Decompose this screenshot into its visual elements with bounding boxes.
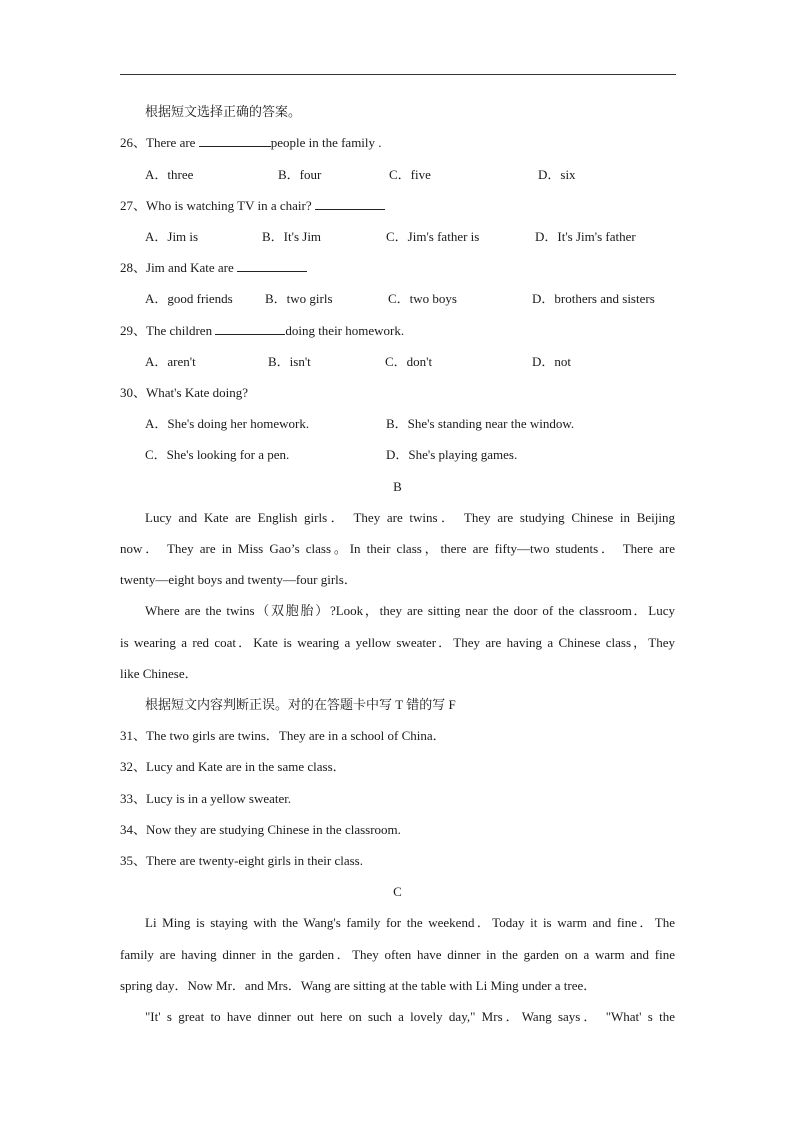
- statement-number: 31、: [120, 728, 147, 743]
- passage-c-line: family are having dinner in the garden．They often have dinner in the garden on a warm and fine: [120, 947, 675, 962]
- section-b-heading: B: [393, 479, 402, 494]
- option-28-c: C．two boys: [388, 291, 457, 306]
- question-number: 30、: [120, 385, 147, 400]
- statement-31: [120, 727, 446, 745]
- question-text-after: people in the family .: [270, 135, 382, 150]
- statement-text: Lucy and Kate are in the same class．: [146, 759, 346, 774]
- passage-b-line: twenty—eight boys and twenty—four girls．: [120, 572, 357, 587]
- option-30-d: D．She's playing games.: [386, 447, 518, 462]
- passage-b-line: Where are the twins（双胞胎）?Look，they are sitting near the door of the classroom．Lucy: [145, 603, 675, 618]
- statement-text: Lucy is in a yellow sweater.: [146, 791, 292, 806]
- option-29-c: C．don't: [385, 354, 433, 369]
- passage-b-line: is wearing a red coat．Kate is wearing a yellow sweater．They are having a Chinese class，They: [120, 635, 675, 650]
- statement-text: There are twenty-eight girls in their class.: [146, 853, 363, 868]
- passage-c-line: Li Ming is staying with the Wang's family for the weekend．Today it is warm and fine．The: [145, 915, 675, 930]
- statement-33: [120, 790, 291, 808]
- answer-blank[interactable]: [315, 197, 385, 210]
- option-28-a: A．good friends: [145, 291, 233, 306]
- passage-b-line: Lucy and Kate are English girls． They are twins． They are studying Chinese in Beijing: [145, 510, 675, 525]
- section-a-instruction: 根据短文选择正确的答案。: [145, 104, 302, 119]
- passage-c-line: "It' s great to have dinner out here on such a lovely day," Mrs．Wang says． "What' s the: [145, 1009, 676, 1024]
- statement-number: 34、: [120, 822, 147, 837]
- statement-number: 35、: [120, 853, 147, 868]
- option-27-b: B．It's Jim: [262, 229, 322, 244]
- question-29: [120, 322, 404, 340]
- header-rule: [120, 74, 676, 75]
- option-29-d: D．not: [532, 354, 572, 369]
- statement-35: [120, 852, 363, 870]
- question-number: 26、: [120, 135, 147, 150]
- question-number: 29、: [120, 323, 147, 338]
- answer-blank[interactable]: [215, 322, 285, 335]
- passage-c-line: spring day．Now Mr．and Mrs．Wang are sitting at the table with Li Ming under a tree．: [120, 978, 597, 993]
- answer-blank[interactable]: [237, 259, 307, 272]
- question-28: [120, 259, 307, 277]
- option-29-a: A．aren't: [145, 354, 196, 369]
- question-27: [120, 197, 385, 215]
- question-26: [120, 134, 382, 152]
- statement-text: Now they are studying Chinese in the classroom.: [146, 822, 401, 837]
- question-text-after: doing their homework.: [285, 323, 405, 338]
- option-26-d: D．six: [538, 167, 576, 182]
- option-26-a: A．three: [145, 167, 194, 182]
- section-c-heading: C: [393, 884, 402, 899]
- option-29-b: B．isn't: [268, 354, 311, 369]
- option-27-c: C．Jim's father is: [386, 229, 480, 244]
- question-text: Who is watching TV in a chair?: [146, 198, 315, 213]
- option-28-d: D．brothers and sisters: [532, 291, 655, 306]
- question-text: What's Kate doing?: [146, 385, 248, 400]
- question-text: Jim and Kate are: [146, 260, 237, 275]
- statement-text: The two girls are twins．They are in a school of China．: [146, 728, 446, 743]
- option-26-c: C．five: [389, 167, 431, 182]
- option-27-d: D．It's Jim's father: [535, 229, 636, 244]
- question-number: 27、: [120, 198, 147, 213]
- option-27-a: A．Jim is: [145, 229, 199, 244]
- statement-number: 32、: [120, 759, 147, 774]
- passage-b-line: like Chinese．: [120, 666, 198, 681]
- option-28-b: B．two girls: [265, 291, 333, 306]
- question-30: [120, 384, 248, 402]
- statement-number: 33、: [120, 791, 147, 806]
- passage-b-line: now． They are in Miss Gao’s class。In their class，there are fifty—two students． There are: [120, 541, 675, 556]
- question-text: There are: [146, 135, 199, 150]
- statement-34: [120, 821, 401, 839]
- question-text: The children: [146, 323, 216, 338]
- option-30-b: B．She's standing near the window.: [386, 416, 575, 431]
- option-30-a: A．She's doing her homework.: [145, 416, 310, 431]
- option-30-c: C．She's looking for a pen.: [145, 447, 290, 462]
- option-26-b: B．four: [278, 167, 322, 182]
- question-number: 28、: [120, 260, 147, 275]
- answer-blank[interactable]: [199, 134, 271, 147]
- section-b-instruction: 根据短文内容判断正误。对的在答题卡中写 T 错的写 F: [145, 697, 456, 712]
- statement-32: [120, 758, 346, 776]
